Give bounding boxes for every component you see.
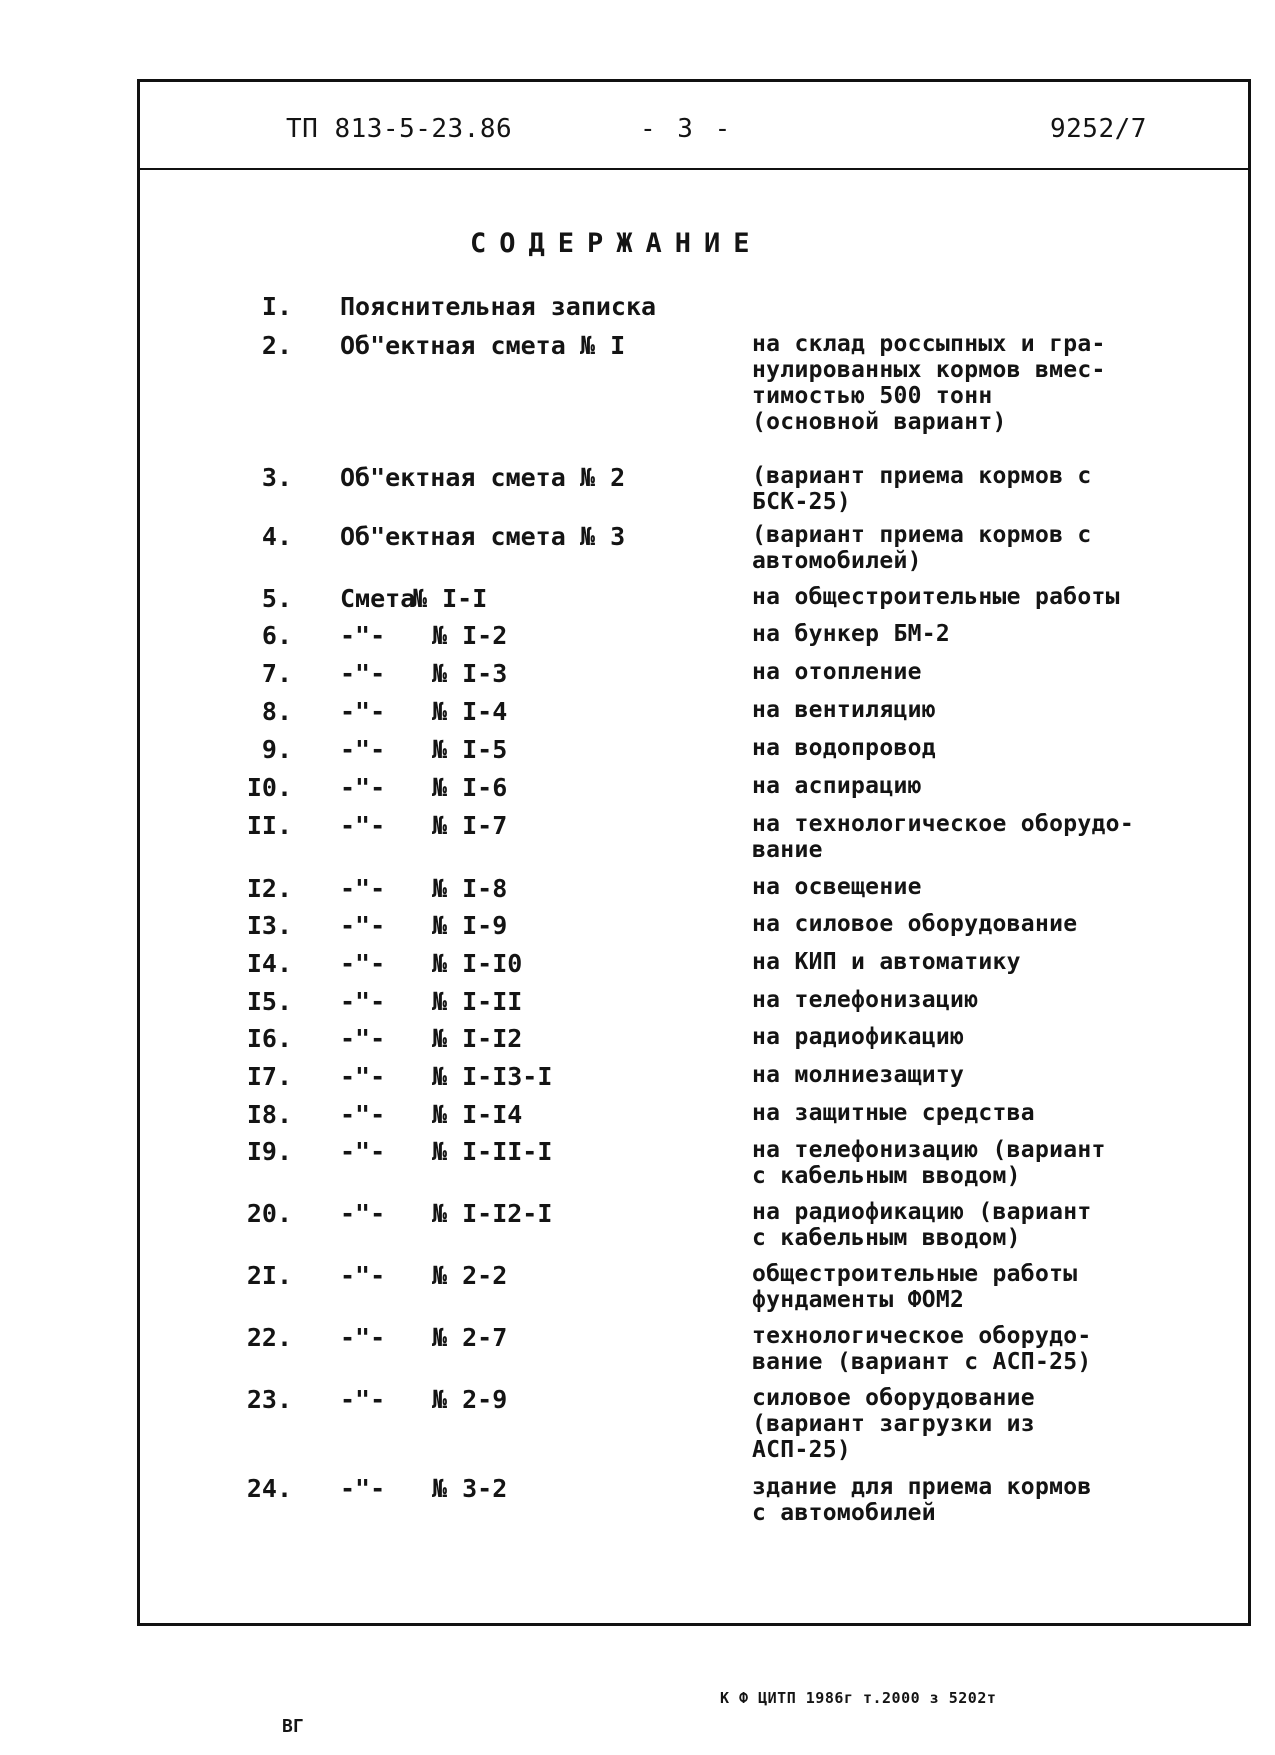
toc-item-number: I0. — [246, 773, 292, 802]
toc-item-description: здание для приема кормов с автомобилей — [752, 1474, 1092, 1526]
toc-item-description: (вариант приема кормов с БСК-25) — [752, 463, 1092, 515]
ditto-mark: -"- — [340, 1024, 386, 1053]
toc-item-number: 2I. — [246, 1261, 292, 1290]
toc-item-number: 22. — [246, 1323, 292, 1352]
sheet-number: 9252/7 — [1050, 114, 1147, 144]
ditto-mark: -"- — [340, 1199, 386, 1228]
toc-item-number: I2. — [246, 874, 292, 903]
ditto-mark: -"- — [340, 735, 386, 764]
document-code: ТП 813-5-23.86 — [286, 114, 513, 144]
toc-item-description: общестроительные работы фундаменты ФОМ2 — [752, 1261, 1078, 1313]
toc-item-number: 8. — [261, 697, 292, 726]
toc-item-number: I9. — [246, 1137, 292, 1166]
toc-item-code: № 2 — [580, 463, 626, 492]
toc-item-code: № I-I2 — [432, 1024, 523, 1053]
toc-item-code: № I-I2-I — [432, 1199, 553, 1228]
toc-item-description: на КИП и автоматику — [752, 949, 1021, 975]
ditto-mark: -"- — [340, 1323, 386, 1352]
toc-item-number: 23. — [246, 1385, 292, 1414]
ditto-mark: -"- — [340, 1261, 386, 1290]
toc-item-label: Пояснительная записка — [340, 292, 657, 321]
toc-item-number: I7. — [246, 1062, 292, 1091]
toc-item-description: на телефонизацию — [752, 987, 979, 1013]
ditto-mark: -"- — [340, 1385, 386, 1414]
toc-item-label: Об"ектная смета — [340, 463, 566, 492]
toc-item-code: № I-II — [432, 987, 523, 1016]
ditto-mark: -"- — [340, 911, 386, 940]
header-divider — [137, 168, 1251, 170]
ditto-mark: -"- — [340, 621, 386, 650]
toc-item-code: № I-2 — [432, 621, 508, 650]
toc-item-number: 6. — [261, 621, 292, 650]
toc-item-code: № 2-9 — [432, 1385, 508, 1414]
toc-item-description: на освещение — [752, 874, 922, 900]
toc-item-description: силовое оборудование (вариант загрузки из АСП-25) — [752, 1385, 1035, 1463]
toc-item-code: № I-I — [412, 584, 488, 613]
toc-item-code: № I-8 — [432, 874, 508, 903]
toc-item-number: 4. — [261, 522, 292, 551]
toc-item-number: 7. — [261, 659, 292, 688]
toc-item-label: Об"ектная смета — [340, 331, 566, 360]
print-stamp: К Ф ЦИТП 1986г т.2000 з 5202т — [720, 1689, 997, 1707]
toc-item-number: 9. — [261, 735, 292, 764]
toc-item-description: на радиофикацию (вариант с кабельным вводом) — [752, 1199, 1092, 1251]
toc-item-description: на водопровод — [752, 735, 936, 761]
toc-item-number: 24. — [246, 1474, 292, 1503]
toc-item-label: Смета — [340, 584, 416, 613]
toc-item-label: Об"ектная смета — [340, 522, 566, 551]
toc-item-number: I3. — [246, 911, 292, 940]
toc-item-code: № 3 — [580, 522, 626, 551]
ditto-mark: -"- — [340, 697, 386, 726]
toc-item-code: № I-II-I — [432, 1137, 553, 1166]
toc-item-code: № I-5 — [432, 735, 508, 764]
ditto-mark: -"- — [340, 1137, 386, 1166]
page-title: СОДЕРЖАНИЕ — [470, 228, 763, 259]
toc-item-description: технологическое оборудо- вание (вариант с АСП-25) — [752, 1323, 1092, 1375]
toc-item-description: на защитные средства — [752, 1100, 1035, 1126]
page-number: - 3 - — [640, 114, 734, 144]
toc-item-number: 2. — [261, 331, 292, 360]
toc-item-description: на молниезащиту — [752, 1062, 965, 1088]
toc-item-number: I4. — [246, 949, 292, 978]
toc-item-description: на отопление — [752, 659, 922, 685]
toc-item-number: II. — [246, 811, 292, 840]
toc-item-code: № I-I3-I — [432, 1062, 553, 1091]
ditto-mark: -"- — [340, 659, 386, 688]
toc-item-description: на бункер БМ-2 — [752, 621, 951, 647]
toc-item-code: № 2-2 — [432, 1261, 508, 1290]
toc-item-description: на радиофикацию — [752, 1024, 965, 1050]
toc-item-description: на телефонизацию (вариант с кабельным вводом) — [752, 1137, 1106, 1189]
toc-item-number: 20. — [246, 1199, 292, 1228]
toc-item-description: на вентиляцию — [752, 697, 936, 723]
toc-item-number: I5. — [246, 987, 292, 1016]
toc-item-number: I6. — [246, 1024, 292, 1053]
ditto-mark: -"- — [340, 811, 386, 840]
toc-item-number: 3. — [261, 463, 292, 492]
toc-item-description: на силовое оборудование — [752, 911, 1078, 937]
ditto-mark: -"- — [340, 1474, 386, 1503]
toc-item-code: № I-7 — [432, 811, 508, 840]
toc-item-description: на склад россыпных и гра- нулированных кормов вмес- тимостью 500 тонн (основной вариант) — [752, 331, 1106, 435]
toc-item-code: № I-3 — [432, 659, 508, 688]
toc-item-description: на технологическое оборудо- вание — [752, 811, 1134, 863]
ditto-mark: -"- — [340, 773, 386, 802]
toc-item-code: № I-6 — [432, 773, 508, 802]
toc-item-number: 5. — [261, 584, 292, 613]
toc-item-code: № I-I0 — [432, 949, 523, 978]
ditto-mark: -"- — [340, 874, 386, 903]
ditto-mark: -"- — [340, 1100, 386, 1129]
toc-item-code: № 2-7 — [432, 1323, 508, 1352]
ditto-mark: -"- — [340, 1062, 386, 1091]
toc-item-number: I. — [261, 292, 292, 321]
corner-mark: ВГ — [282, 1716, 304, 1737]
toc-item-description: на аспирацию — [752, 773, 922, 799]
toc-item-code: № I-4 — [432, 697, 508, 726]
toc-item-code: № 3-2 — [432, 1474, 508, 1503]
ditto-mark: -"- — [340, 949, 386, 978]
toc-item-description: (вариант приема кормов с автомобилей) — [752, 522, 1092, 574]
toc-item-number: I8. — [246, 1100, 292, 1129]
toc-item-code: № I-I4 — [432, 1100, 523, 1129]
toc-item-code: № I-9 — [432, 911, 508, 940]
toc-item-description: на общестроительные работы — [752, 584, 1120, 610]
toc-item-code: № I — [580, 331, 626, 360]
ditto-mark: -"- — [340, 987, 386, 1016]
